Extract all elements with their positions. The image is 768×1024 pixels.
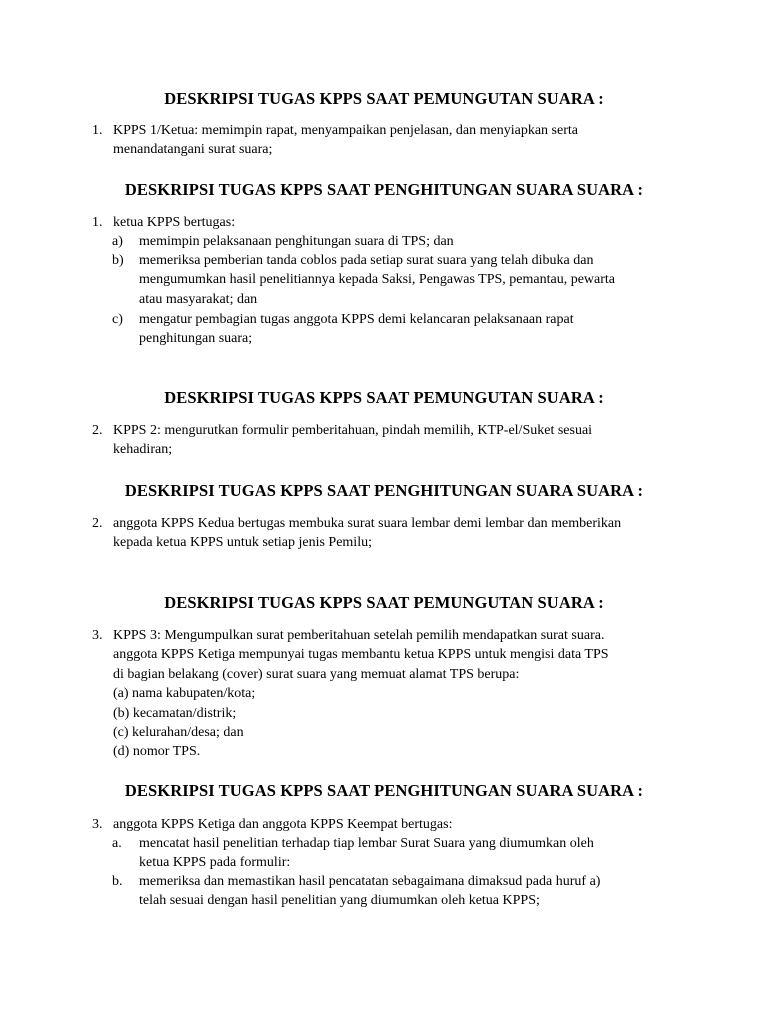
text-line: (d) nomor TPS. [113, 744, 201, 760]
text-line: kehadiran; [113, 442, 173, 458]
text-line: KPPS 3: Mengumpulkan surat pemberitahuan setelah pemilih mendapatkan surat suara. [113, 628, 605, 643]
sub-list-text [139, 834, 679, 873]
text-line: ketua KPPS pada formulir: [139, 855, 291, 871]
sub-list-text [139, 310, 679, 349]
text-line: (b) kecamatan/distrik; [113, 705, 237, 721]
list-item-text [113, 626, 693, 762]
text-line: KPPS 1/Ketua: memimpin rapat, menyampaikan penjelasan, dan menyiapkan serta [113, 123, 578, 138]
text-line: telah sesuai dengan hasil penelitian yang diumumkan oleh ketua KPPS; [139, 893, 540, 909]
text-line: KPPS 2: mengurutkan formulir pemberitahuan, pindah memilih, KTP-el/Suket sesuai [113, 423, 593, 438]
list-item-text [113, 514, 693, 553]
text-line: mencatat hasil penelitian terhadap tiap lembar Surat Suara yang diumumkan oleh [139, 836, 594, 851]
text-line: atau masyarakat; dan [139, 291, 258, 307]
list-item-text [113, 421, 693, 460]
text-line: penghitungan suara; [139, 331, 253, 347]
list-item-text [113, 121, 693, 160]
sub-list-text [139, 251, 679, 309]
list-number: 1. [92, 215, 103, 230]
text-line: (a) nama kabupaten/kota; [113, 686, 256, 702]
sub-list-marker: b. [112, 874, 123, 889]
list-number: 1. [92, 123, 103, 138]
section-heading: DESKRIPSI TUGAS KPPS SAAT PENGHITUNGAN SUARA SUARA : [124, 481, 644, 500]
text-line: anggota KPPS Ketiga mempunyai tugas membantu ketua KPPS untuk mengisi data TPS [113, 647, 609, 663]
text-line: memeriksa pemberian tanda coblos pada setiap surat suara yang telah dibuka dan [139, 253, 594, 268]
list-number: 2. [92, 516, 103, 531]
text-line: menandatangani surat suara; [113, 142, 273, 158]
sub-list-marker: b) [112, 253, 124, 268]
text-line: memeriksa dan memastikan hasil pencatatan sebagaimana dimaksud pada huruf a) [139, 874, 601, 889]
list-number: 3. [92, 817, 103, 832]
sub-list-text [139, 872, 679, 911]
list-number: 2. [92, 423, 103, 438]
text-line: mengatur pembagian tugas anggota KPPS demi kelancaran pelaksanaan rapat [139, 312, 574, 327]
text-line: di bagian belakang (cover) surat suara yang memuat alamat TPS berupa: [113, 666, 520, 682]
list-number: 3. [92, 628, 103, 643]
text-line: mengumumkan hasil penelitiannya kepada Saksi, Pengawas TPS, pemantau, pewarta [139, 272, 616, 288]
list-item-text [113, 815, 693, 834]
sub-list-marker: a. [112, 836, 122, 851]
text-line: anggota KPPS Ketiga dan anggota KPPS Keempat bertugas: [113, 817, 453, 832]
sub-list-text [139, 232, 679, 251]
section-heading: DESKRIPSI TUGAS KPPS SAAT PEMUNGUTAN SUARA : [164, 89, 604, 108]
list-item-text [113, 213, 693, 232]
text-line: (c) kelurahan/desa; dan [113, 725, 244, 741]
text-line: memimpin pelaksanaan penghitungan suara di TPS; dan [139, 234, 454, 249]
text-line: anggota KPPS Kedua bertugas membuka surat suara lembar demi lembar dan memberikan [113, 516, 622, 531]
section-heading: DESKRIPSI TUGAS KPPS SAAT PEMUNGUTAN SUARA : [164, 593, 604, 612]
section-heading: DESKRIPSI TUGAS KPPS SAAT PEMUNGUTAN SUARA : [164, 388, 604, 407]
section-heading: DESKRIPSI TUGAS KPPS SAAT PENGHITUNGAN SUARA SUARA : [124, 180, 644, 199]
section-heading: DESKRIPSI TUGAS KPPS SAAT PENGHITUNGAN SUARA SUARA : [124, 781, 644, 800]
text-line: ketua KPPS bertugas: [113, 215, 236, 230]
sub-list-marker: c) [112, 312, 123, 327]
text-line: kepada ketua KPPS untuk setiap jenis Pemilu; [113, 535, 372, 551]
sub-list-marker: a) [112, 234, 123, 249]
